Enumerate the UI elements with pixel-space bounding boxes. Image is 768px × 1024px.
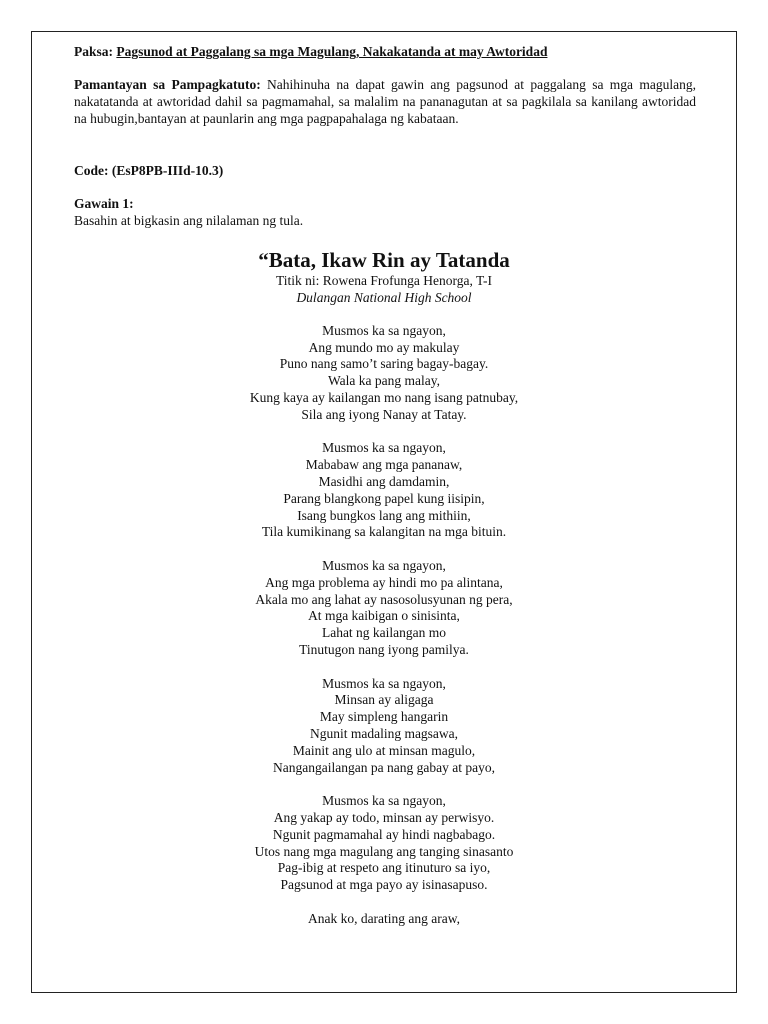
poem-stanza xyxy=(74,911,694,928)
poem-line: Wala ka pang malay, xyxy=(328,373,440,389)
poem-line: Nangangailangan pa nang gabay at payo, xyxy=(273,759,495,775)
poem-title: “Bata, Ikaw Rin ay Tatanda xyxy=(258,248,510,272)
poem-line: Pagsunod at mga payo ay isinasapuso. xyxy=(280,877,488,893)
gawain-label: Gawain 1: xyxy=(74,196,134,211)
paksa-label: Paksa: xyxy=(74,44,114,59)
poem-line: May simpleng hangarin xyxy=(319,709,449,725)
poem-line: Tinutugon nang iyong pamilya. xyxy=(299,641,469,657)
poem xyxy=(74,248,694,927)
poem-line: Anak ko, darating ang araw, xyxy=(307,910,461,926)
poem-line: Puno nang samo’t saring bagay-bagay. xyxy=(279,356,489,372)
poem-line: Isang bungkos lang ang mithiin, xyxy=(297,507,471,523)
poem-line: Masidhi ang damdamin, xyxy=(318,473,450,489)
poem-line: Musmos ka sa ngayon, xyxy=(322,793,446,809)
poem-line: Ang mga problema ay hindi mo pa alintana, xyxy=(265,574,503,590)
pamantayan-paragraph xyxy=(74,77,696,127)
poem-line: Musmos ka sa ngayon, xyxy=(322,557,446,573)
poem-line: Tila kumikinang sa kalangitan na mga bituin. xyxy=(261,524,507,540)
poem-line: Lahat ng kailangan mo xyxy=(321,625,447,641)
poem-line: Musmos ka sa ngayon, xyxy=(322,322,446,338)
pamantayan-label: Pamantayan sa Pampagkatuto: xyxy=(74,77,261,92)
poem-line: Mababaw ang mga pananaw, xyxy=(305,457,463,473)
poem-stanzas xyxy=(74,323,694,928)
poem-line: Minsan ay aligaga xyxy=(334,692,434,708)
poem-line: Ang yakap ay todo, minsan ay perwisyo. xyxy=(273,809,495,825)
poem-line: Ang mundo mo ay makulay xyxy=(308,339,460,355)
poem-stanza xyxy=(74,676,694,777)
poem-line: Sila ang iyong Nanay at Tatay. xyxy=(301,406,467,422)
poem-line: Mainit ang ulo at minsan magulo, xyxy=(292,742,476,758)
poem-line: Pag-ibig at respeto ang itinuturo sa iyo, xyxy=(277,860,491,876)
gawain-instruction: Basahin at bigkasin ang nilalaman ng tula. xyxy=(74,213,304,228)
poem-line: At mga kaibigan o sinisinta, xyxy=(308,608,460,624)
poem-line: Utos nang mga magulang ang tanging sinasanto xyxy=(254,843,514,859)
poem-line: Ngunit pagmamahal ay hindi nagbabago. xyxy=(272,826,496,842)
pamantayan-text: Nahihinuha na dapat gawin ang pagsunod at paggalang sa mga magulang, nakatatanda at awtoridad dahil sa pagmamahal, sa malalim na pananagutan at sa pagkilala sa kanilang awtoridad na hubugin,bantayan at paunlarin ang mga pagpapahalaga ng kabataan. xyxy=(74,77,696,126)
paksa-line xyxy=(74,43,696,60)
poem-line: Akala mo ang lahat ay nasosolusyunan ng pera, xyxy=(255,591,513,607)
poem-line: Musmos ka sa ngayon, xyxy=(322,675,446,691)
poem-line: Ngunit madaling magsawa, xyxy=(309,725,459,741)
poem-line: Parang blangkong papel kung iisipin, xyxy=(283,490,485,506)
poem-school: Dulangan National High School xyxy=(296,290,472,305)
poem-stanza xyxy=(74,323,694,424)
paksa-value: Pagsunod at Paggalang sa mga Magulang, Nakakatanda at may Awtoridad xyxy=(116,44,548,59)
poem-stanza xyxy=(74,440,694,541)
poem-line: Musmos ka sa ngayon, xyxy=(322,440,446,456)
poem-author: Titik ni: Rowena Frofunga Henorga, T-I xyxy=(276,273,492,288)
poem-stanza xyxy=(74,558,694,659)
code-line: Code: (EsP8PB-IIId-10.3) xyxy=(74,163,224,178)
poem-line: Kung kaya ay kailangan mo nang isang patnubay, xyxy=(249,389,519,405)
poem-stanza xyxy=(74,793,694,894)
